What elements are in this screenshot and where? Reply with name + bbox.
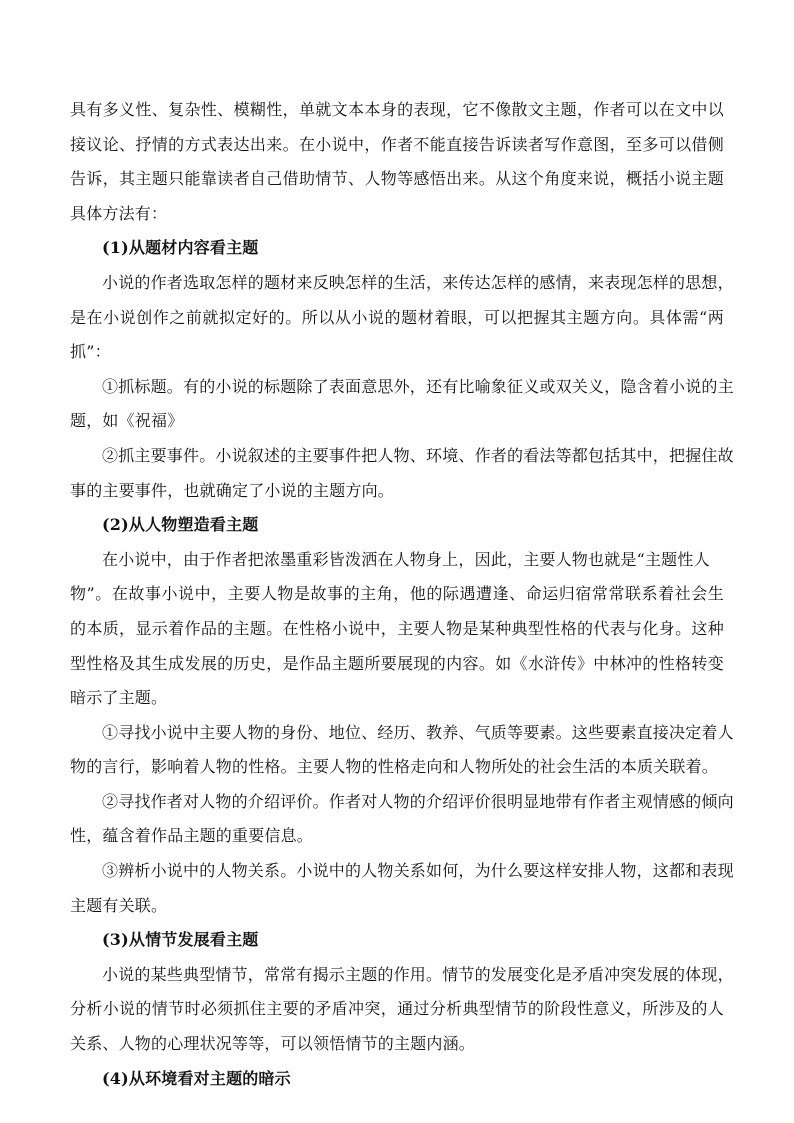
text-line: 关系、人物的心理状况等等，可以领悟情节的主题内涵。: [70, 1034, 476, 1054]
section-heading-3: (3)从情节发展看主题: [102, 930, 259, 950]
text-line: 分析小说的情节时必须抓住主要的矛盾冲突，通过分析典型情节的阶段性意义，所涉及的人: [70, 999, 724, 1019]
paragraph-character-identity: [70, 716, 734, 785]
text-line: 具有多义性、复杂性、模糊性，单就文本本身的表现，它不像散文主题，作者可以在文中以: [70, 100, 724, 119]
section-heading-4: (4)从环境看对主题的暗示: [102, 1068, 291, 1088]
text-line: 题，如《祝福》: [70, 411, 184, 431]
section-heading-2: (2)从人物塑造看主题: [102, 515, 259, 535]
text-line: 型性格及其生成发展的历史，是作品主题所要展现的内容。如《水浒传》中林冲的性格转变: [70, 653, 724, 673]
text-line: ②抓主要事件。小说叙述的主要事件把人物、环境、作者的看法等都包括其中，把握住故: [102, 445, 734, 465]
paragraph-title-tip: [70, 370, 734, 439]
text-line: 性，蕴含着作品主题的重要信息。: [70, 826, 314, 846]
text-line: 事的主要事件，也就确定了小说的主题方向。: [70, 480, 395, 500]
text-line: 的本质，显示着作品的主题。在性格小说中，主要人物是某种典型性格的代表与化身。这种: [70, 618, 724, 638]
paragraph-main-event-tip: [70, 439, 734, 508]
paragraph-author-evaluation: [70, 785, 734, 854]
text-line: 暗示了主题。: [70, 688, 168, 708]
paragraph-subject-matter: [70, 266, 734, 370]
document-page: [70, 93, 734, 1096]
paragraph-intro: [70, 93, 724, 231]
text-line: 主题有关联。: [70, 895, 168, 915]
text-line: 物”。在故事小说中，主要人物是故事的主角，他的际遇遭逢、命运归宿常常联系着社会生: [70, 584, 724, 604]
text-line: ③辨析小说中的人物关系。小说中的人物关系如何，为什么要这样安排人物，这都和表现: [102, 861, 734, 881]
text-line: 告诉，其主题只能靠读者自己借助情节、人物等感悟出来。从这个角度来说，概括小说主题: [70, 169, 724, 189]
paragraph-plot: [70, 958, 734, 1062]
text-line: ②寻找作者对人物的介绍评价。作者对人物的介绍评价很明显地带有作者主观情感的倾向: [102, 791, 734, 811]
section-heading-1: (1)从题材内容看主题: [102, 238, 259, 258]
text-line: 物的言行，影响着人物的性格。主要人物的性格走向和人物所处的社会生活的本质关联着。: [70, 757, 719, 777]
paragraph-character-relations: [70, 854, 734, 923]
text-line: 小说的作者选取怎样的题材来反映怎样的生活，来传达怎样的感情，来表现怎样的思想，: [102, 272, 734, 292]
text-line: ①寻找小说中主要人物的身份、地位、经历、教养、气质等要素。这些要素直接决定着人: [102, 722, 734, 742]
text-line: 在小说中，由于作者把浓墨重彩皆泼洒在人物身上，因此，主要人物也就是“主题性人: [102, 549, 710, 569]
text-line: 小说的某些典型情节，常常有揭示主题的作用。情节的发展变化是矛盾冲突发展的体现，: [102, 964, 734, 984]
text-line: 接议论、抒情的方式表达出来。在小说中，作者不能直接告诉读者写作意图，至多可以借侧: [70, 134, 724, 154]
text-line: 抓”：: [70, 342, 111, 362]
text-line: ①抓标题。有的小说的标题除了表面意思外，还有比喻象征义或双关义，隐含着小说的主: [102, 376, 734, 396]
text-line: 具体方法有：: [70, 203, 168, 223]
text-line: 是在小说创作之前就拟定好的。所以从小说的题材着眼，可以把握其主题方向。具体需“两: [70, 307, 724, 327]
paragraph-characters: [70, 543, 724, 716]
